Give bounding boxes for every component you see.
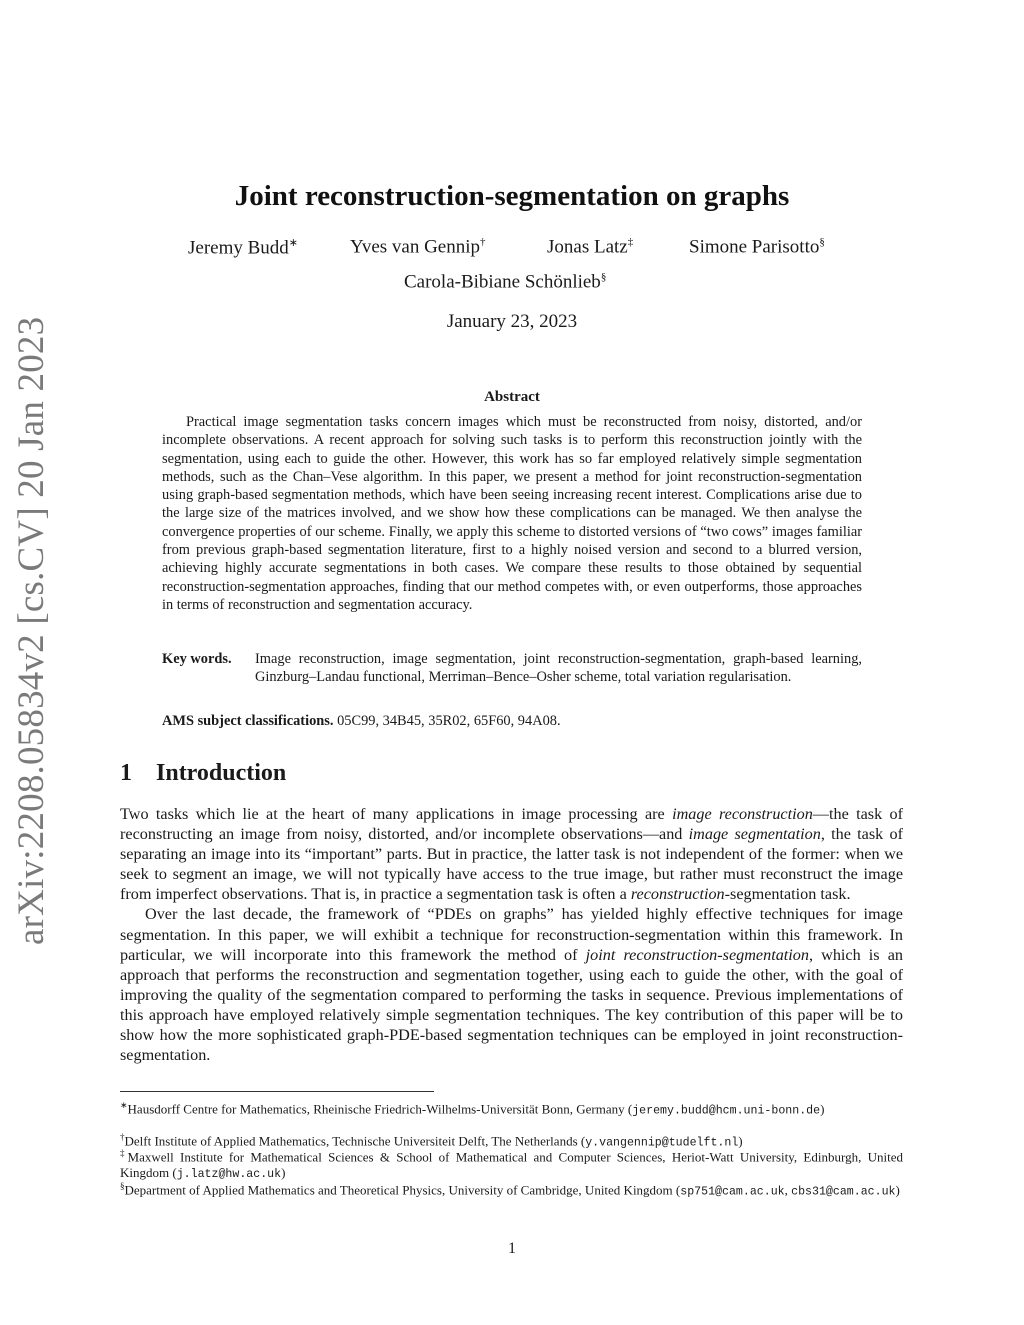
abstract-heading: Abstract [484, 389, 540, 405]
email-link[interactable]: cbs31@cam.ac.uk [791, 1185, 896, 1199]
affiliation-mark: ‡ [627, 236, 634, 248]
footnote: †Delft Institute of Applied Mathematics, Technische Universiteit Delft, The Netherlands (y.vangennip@tudelft.nl) [120, 1132, 743, 1150]
author [404, 271, 606, 293]
emphasis: image reconstruction [672, 805, 813, 823]
author [689, 236, 825, 258]
paper-title: Joint reconstruction-segmentation on graphs [234, 180, 790, 212]
emphasis: joint reconstruction-segmentation [585, 945, 809, 964]
publication-date: January 23, 2023 [446, 311, 578, 332]
footnote: ∗Hausdorff Centre for Mathematics, Rheinische Friedrich-Wilhelms-Universität Bonn, Germany (jeremy.budd@hcm.uni-bonn.de) [120, 1100, 825, 1118]
affiliation-mark: § [819, 236, 825, 248]
footnote: ‡Maxwell Institute for Mathematical Sciences & School of Mathematical and Computer Sciences, Heriot-Watt University, Edinburgh, United Kingdom (j.latz@hw.ac.uk) [120, 1148, 903, 1182]
section-number: 1 [120, 760, 132, 786]
emphasis: reconstruction [630, 885, 725, 904]
paragraph: Over the last decade, the framework of “PDEs on graphs” has yielded highly effective techniques for image segmentation. In this paper, we will exhibit a technique for reconstruction-segmentation within this framework. In particular, we will incorporate into this framework the method of joint reconstruction-segmentation, which is an approach that performs the reconstruction and segmentation together, using each to guide the other, with the goal of improving the quality of the segmentation compared to performing the tasks in sequence. Previous implementations of this approach have employed relatively simple segmentation techniques. The key contribution of this paper will be to show how the more sophisticated graph-PDE-based segmentation techniques can be employed in joint reconstruction-segmentation. [120, 905, 903, 1065]
ams-classifications [162, 713, 862, 730]
author [547, 236, 633, 258]
keywords [162, 650, 862, 687]
email-link[interactable]: y.vangennip@tudelft.nl [585, 1136, 739, 1150]
email-link[interactable]: j.latz@hw.ac.uk [176, 1168, 282, 1182]
affiliation-mark: † [480, 236, 486, 248]
abstract-text: Practical image segmentation tasks concern images which must be reconstructed from noisy, distorted, and/or incomplete observations. A recent approach for solving such tasks is to perform this reconstruction jointly with the segmentation, using each to guide the other. However, this work has so far employed relatively simple segmentation methods, such as the Chan–Vese algorithm. In this paper, we present a method for joint reconstruction-segmentation using graph-based segmentation methods, which have been seeing increasing recent interest. Complications arise due to the large size of the matrices involved, and we show how these complications can be managed. We then analyse the convergence properties of our scheme. Finally, we apply this scheme to distorted versions of “two cows” images familiar from previous graph-based segmentation literature, first to a highly noised version and second to a blurred version, achieving highly accurate segmentations in both cases. We compare these results to those obtained by sequential reconstruction-segmentation approaches, finding that our method competes with, or even outperforms, those approaches in terms of reconstruction and segmentation accuracy. [162, 414, 862, 613]
author-name: Yves van Gennip [350, 236, 481, 258]
page-number: 1 [508, 1240, 516, 1257]
section-title: Introduction [156, 760, 287, 786]
affiliation-mark: § [600, 271, 607, 283]
ams-label: AMS subject classifications. [162, 713, 334, 729]
ams-codes: 05C99, 34B45, 35R02, 65F60, 94A08. [337, 713, 561, 729]
paragraph: Two tasks which lie at the heart of many applications in image processing are image reconstruction—the task of reconstructing an image from noisy, distorted, and/or incomplete observations—and image segmentation, the task of separating an image into its “important” parts. But in practice, the latter task is not independent of the former: when we seek to segment an image, we will not typically have access to the true image, but rather must reconstruct the image from imperfect observations. That is, in practice a segmentation task is often a reconstruction-segmentation task. [120, 805, 904, 904]
author-name: Simone Parisotto [689, 236, 820, 258]
keywords-label: Key words. [162, 651, 232, 667]
author-name: Jonas Latz [547, 236, 628, 258]
affiliation-mark: ∗ [288, 237, 299, 249]
arxiv-stamp: arXiv:2208.05834v2 [cs.CV] 20 Jan 2023 [11, 316, 52, 945]
footnote-rule [120, 1091, 434, 1092]
author-name: Jeremy Budd [188, 237, 289, 259]
email-link[interactable]: sp751@cam.ac.uk [680, 1185, 785, 1199]
section-heading [120, 760, 286, 787]
keywords-text: Image reconstruction, image segmentation, joint reconstruction-segmentation, graph-based learning, Ginzburg–Landau functional, Merriman–Bence–Osher scheme, total variation regularisation. [255, 651, 862, 686]
author [350, 236, 486, 258]
author [188, 236, 298, 259]
footnote: §Department of Applied Mathematics and Theoretical Physics, University of Cambridge, United Kingdom (sp751@cam.ac.uk, cbs31@cam.ac.uk) [120, 1181, 900, 1199]
email-link[interactable]: jeremy.budd@hcm.uni-bonn.de [632, 1104, 821, 1118]
emphasis: image segmentation [688, 825, 821, 844]
author-name: Carola-Bibiane Schönlieb [404, 271, 601, 293]
introduction-body [120, 804, 903, 1065]
